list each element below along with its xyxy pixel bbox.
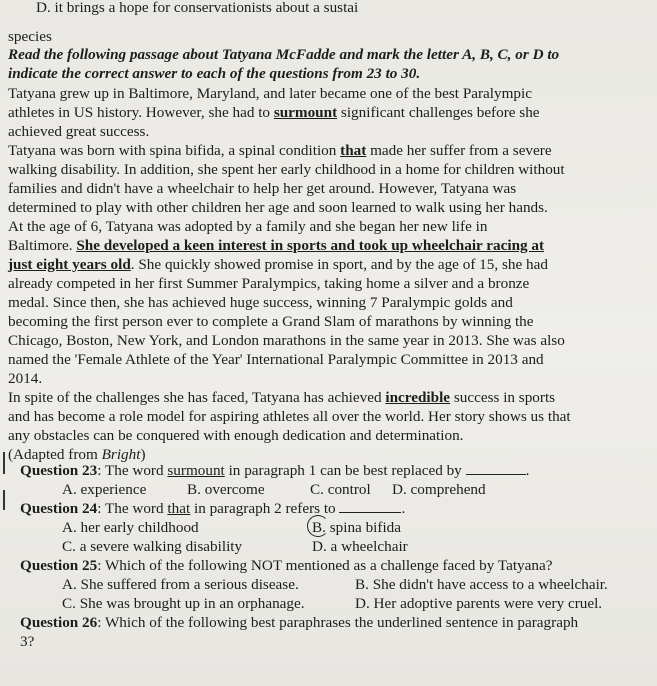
source-citation: (Adapted from Bright) [8,446,146,463]
underlined-sentence: She developed a keen interest in sports and took up wheelchair racing at [76,237,545,254]
passage-line: just eight years old. She quickly showed promise in sport, and by the age of 15, she had [8,256,548,273]
previous-question-tail: species [8,28,52,45]
option-c[interactable]: C. She was brought up in an orphanage. [62,595,305,612]
passage-line: 2014. [8,370,43,387]
question-26-stem-cont: 3? [20,633,35,650]
option-c[interactable]: C. control [310,481,371,498]
underlined-word-that: that [340,142,367,159]
previous-option-fragment: D. it brings a hope for conservationists about a sustai [36,0,359,16]
passage-line: medal. Since then, she has achieved huge success, winning 7 Paralympic golds and [8,294,513,311]
passage-line: At the age of 6, Tatyana was adopted by a family and she began her new life in [8,218,488,235]
underlined-word-incredible: incredible [385,389,451,406]
passage-line: Tatyana grew up in Baltimore, Maryland, and later became one of the best Paralympic [8,85,532,102]
question-26-stem: Question 26: Which of the following best paraphrases the underlined sentence in paragraph [20,614,579,631]
option-b[interactable]: B. spina bifida [312,519,402,536]
passage-line: determined to play with other children her age and soon learned to walk using her hands. [8,199,548,216]
underlined-sentence-end: just eight years old [8,256,131,273]
passage-line: In spite of the challenges she has faced, Tatyana has achieved incredible success in sports [8,389,556,406]
option-a[interactable]: A. experience [62,481,147,498]
passage-line: any obstacles can be conquered with enough dedication and determination. [8,427,464,444]
passage-line: Chicago, Boston, New York, and London marathons in the same year in 2013. She was also [8,332,565,349]
option-d[interactable]: D. Her adoptive parents were very cruel. [355,595,603,612]
passage-line: already competed in her first Summer Paralympics, taking home a silver and a bronze [8,275,530,292]
underlined-word-surmount: surmount [273,104,338,121]
option-b[interactable]: B. She didn't have access to a wheelchair. [355,576,608,593]
passage-line: Baltimore. She developed a keen interest in sports and took up wheelchair racing at [8,237,545,254]
instructions-line-1: Read the following passage about Tatyana McFadde and mark the letter A, B, C, or D to [8,46,560,63]
passage-line: named the 'Female Athlete of the Year' International Paralympic Committee in 2013 and [8,351,544,368]
question-24-stem: Question 24: The word that in paragraph 2 refers to . [20,500,406,517]
question-25-stem: Question 25: Which of the following NOT mentioned as a challenge faced by Tatyana? [20,557,553,574]
answer-blank[interactable] [466,461,526,475]
option-a[interactable]: A. her early childhood [62,519,199,536]
margin-bar [3,452,5,474]
answer-blank[interactable] [339,499,401,513]
option-c[interactable]: C. a severe walking disability [62,538,243,555]
option-a[interactable]: A. She suffered from a serious disease. [62,576,299,593]
passage-line: families and didn't have a wheelchair to help her get around. However, Tatyana was [8,180,517,197]
option-d[interactable]: D. comprehend [392,481,486,498]
instructions-line-2: indicate the correct answer to each of the questions from 23 to 30. [8,65,421,82]
passage-line: Tatyana was born with spina bifida, a spinal condition that made her suffer from a severe [8,142,552,159]
option-b[interactable]: B. overcome [187,481,265,498]
margin-bar [3,490,5,510]
passage-line: walking disability. In addition, she spent her early childhood in a home for children without [8,161,565,178]
selected-answer-circle [307,515,329,537]
passage-line: athletes in US history. However, she had to surmount significant challenges before she [8,104,540,121]
question-23-stem: Question 23: The word surmount in paragraph 1 can be best replaced by . [20,462,530,479]
passage-line: becoming the first person ever to complete a Grand Slam of marathons by winning the [8,313,534,330]
passage-line: and has become a role model for aspiring athletes all over the world. Her story shows us that [8,408,571,425]
option-d[interactable]: D. a wheelchair [312,538,408,555]
passage-line: achieved great success. [8,123,150,140]
